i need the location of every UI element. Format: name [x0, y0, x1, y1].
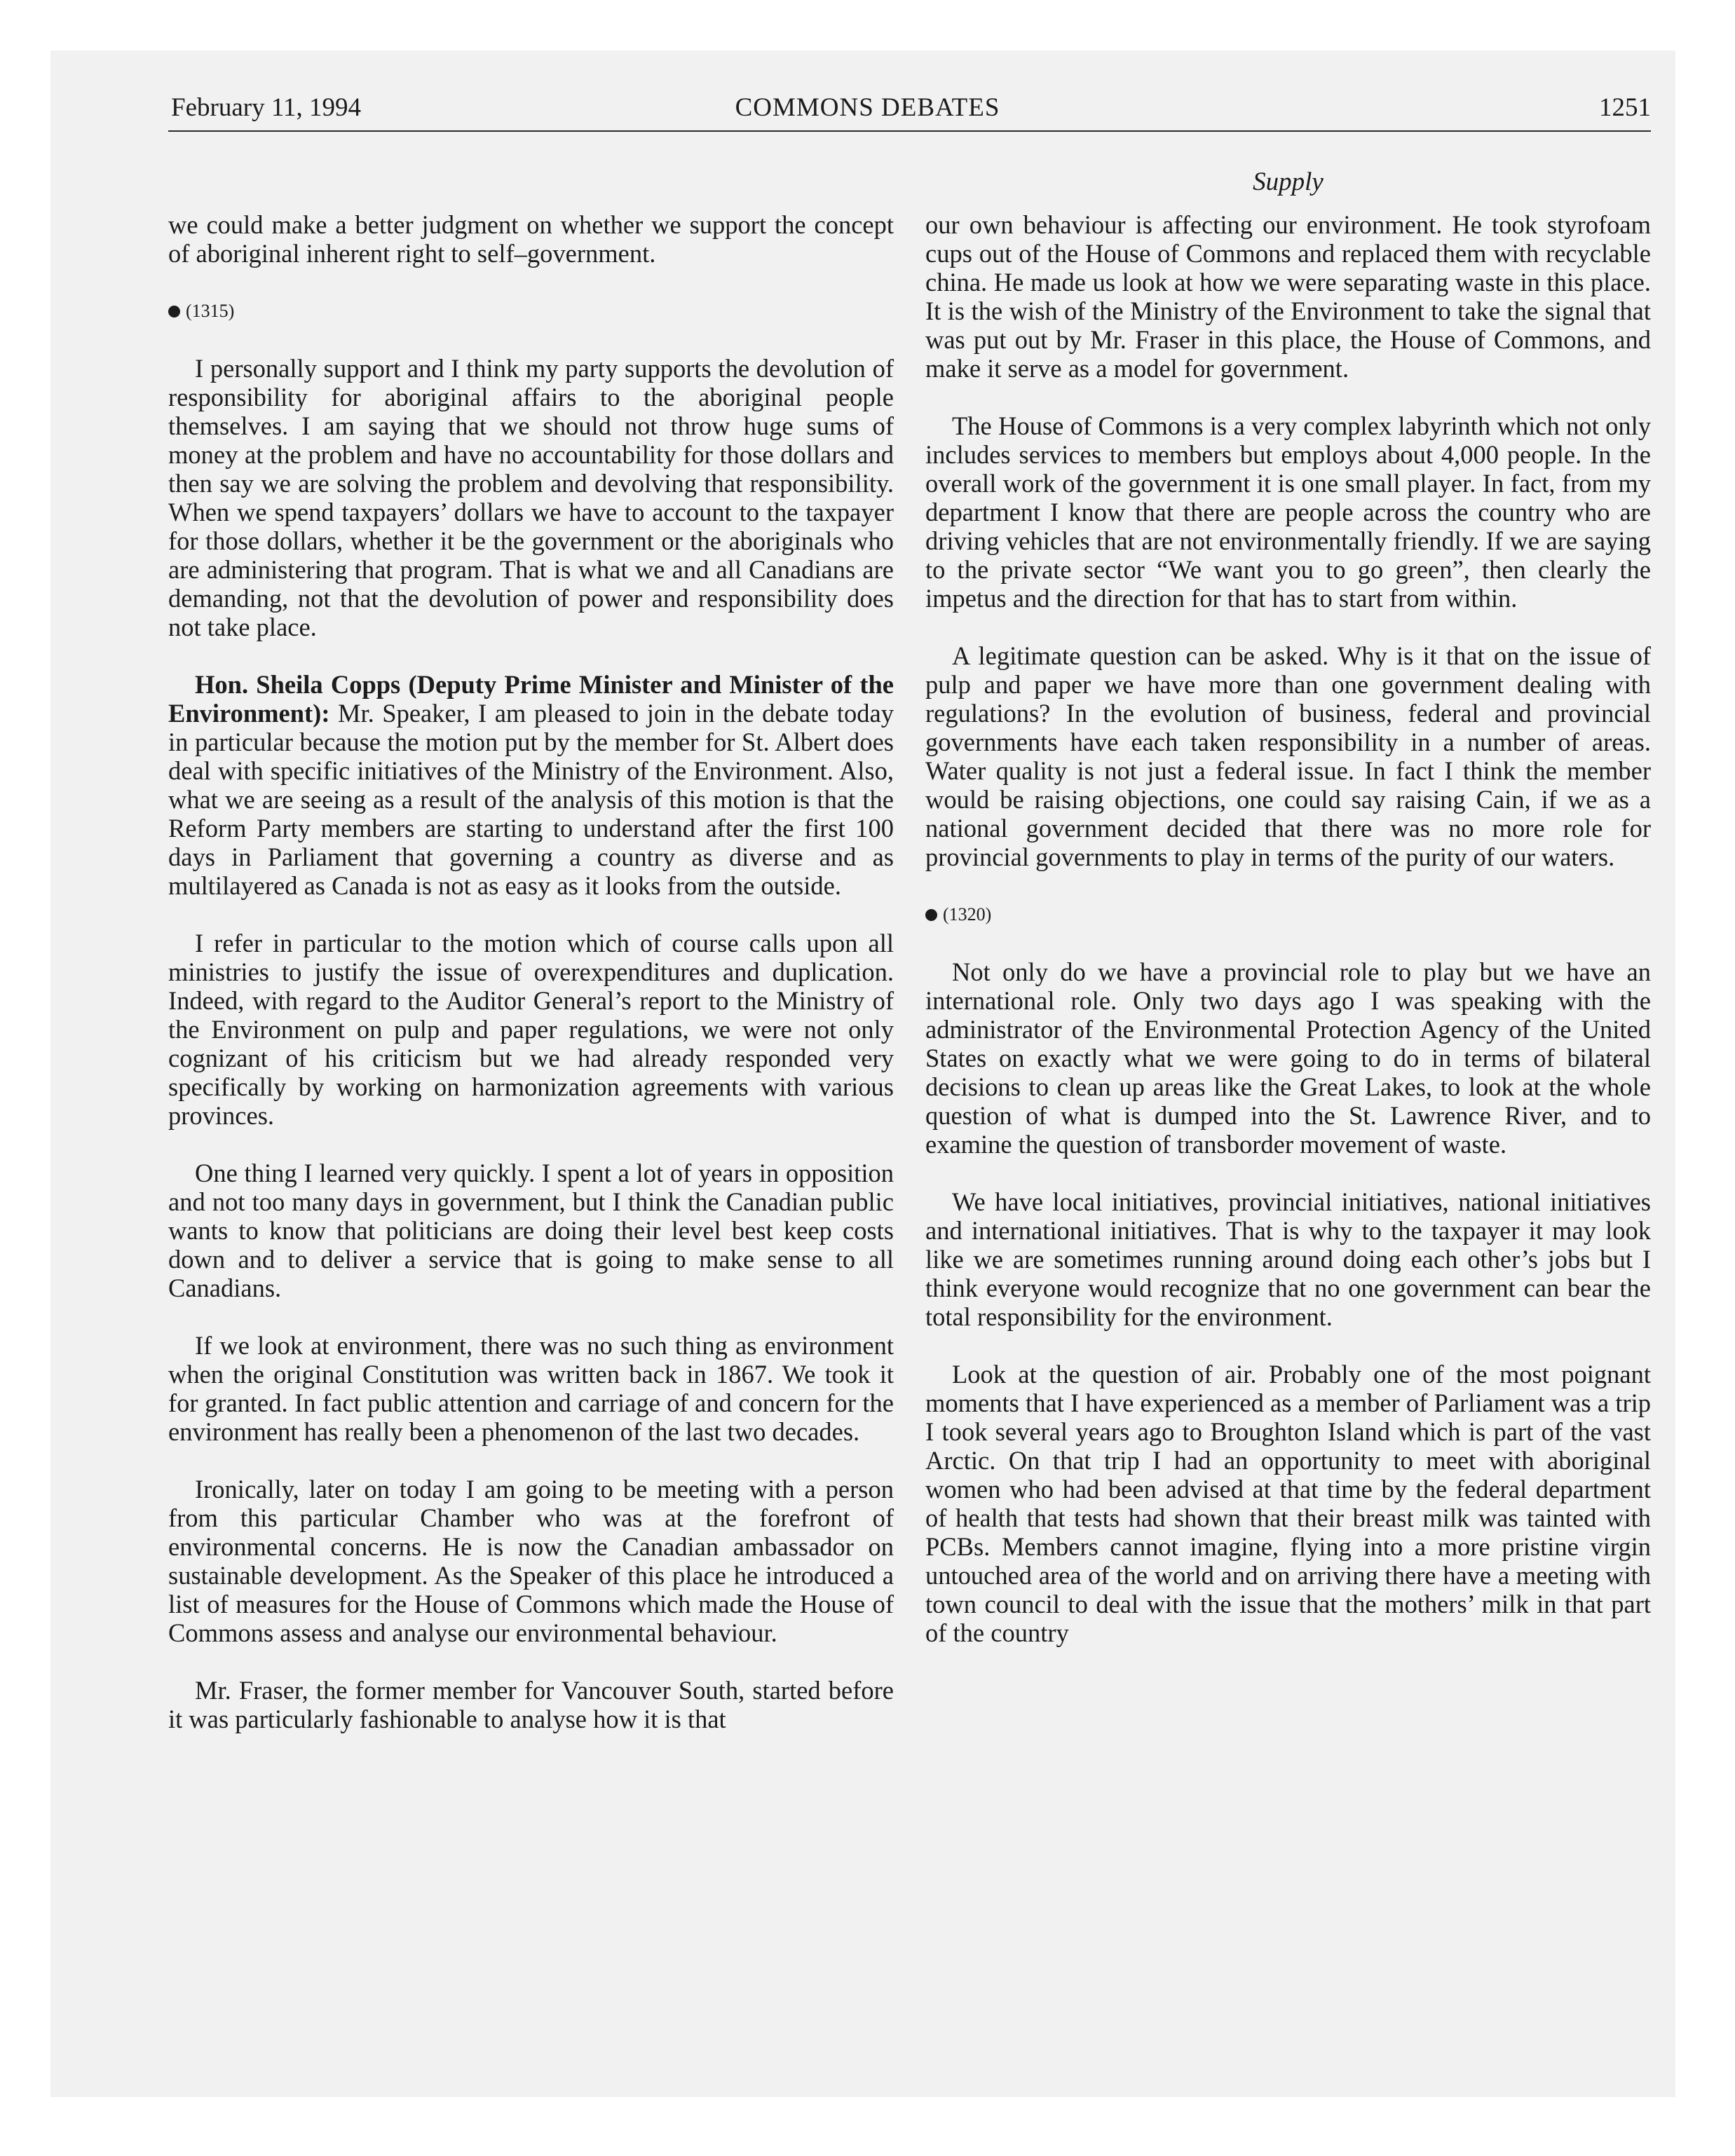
- paragraph: I personally support and I think my party supports the devolution of responsibility for aboriginal affairs to the aboriginal people themselves. I am saying that we should not throw huge sums of money at the problem and have no accountability for those dollars and then say we are solving the problem and devolving that responsibility. When we spend taxpayers’ dollars we have to account to the taxpayer for those dollars, whether it be the government or the aboriginals who are administering that program. That is what we and all Canadians are demanding, not that the devolution of power and responsibility does not take place.: [168, 354, 894, 641]
- header-title: COMMONS DEBATES: [735, 93, 1000, 122]
- paragraph-speech: [168, 670, 894, 900]
- speech-text: Mr. Speaker, I am pleased to join in the debate today in particular because the motion put by the member for St. Albert does deal with specific initiatives of the Ministry of the Environment. Also, what we are seeing as a result of the analysis of this motion is that the Reform Party members are starting to understand after the first 100 days in Parliament that governing a country as diverse and as multilayered as Canada is not as easy as it looks from the outside.: [168, 699, 894, 900]
- header-date: February 11, 1994: [171, 93, 361, 122]
- right-column: [925, 210, 1651, 1647]
- speaker-name: Hon. Sheila Copps (Deputy Prime Minister and Minister of the Environment):: [168, 670, 894, 728]
- paragraph: our own behaviour is affecting our environment. He took styrofoam cups out of the House of Commons and replaced them with recyclable china. He made us look at how we were separating waste in this place. It is the wish of the Ministry of the Environment to take the signal that was put out by Mr. Fraser in this place, the House of Commons, and make it serve as a model for government.: [925, 210, 1651, 383]
- paragraph: Look at the question of air. Probably one of the most poignant moments that I have experienced as a member of Parliament was a trip I took several years ago to Broughton Island which is part of the vast Arctic. On that trip I had an opportunity to meet with aboriginal women who had been advised at that time by the federal department of health that tests had shown that their breast milk was tainted with PCBs. Members cannot imagine, flying into a more pristine virgin untouched area of the world and on arriving there have a meeting with town council to deal with the issue that the mothers’ milk in that part of the country: [925, 1360, 1651, 1647]
- paragraph: The House of Commons is a very complex labyrinth which not only includes services to members but employs about 4,000 people. In the overall work of the government it is one small player. In fact, from my department I know that there are people across the country who are driving vehicles that are not environmentally friendly. If we are saying to the private sector “We want you to go green”, then clearly the impetus and the direction for that has to start from within.: [925, 411, 1651, 613]
- page-number: 1251: [1599, 93, 1651, 122]
- paragraph: A legitimate question can be asked. Why is it that on the issue of pulp and paper we have more than one government dealing with regulations? In the evolution of business, federal and provincial governments have each taken responsibility in a number of areas. Water quality is not just a federal issue. In fact I think the member would be raising objections, one could say raising Cain, if we as a national government decided that there was no more role for provincial governments to play in terms of the purity of our waters.: [925, 641, 1651, 871]
- paragraph: Mr. Fraser, the former member for Vancouver South, started before it was particularly fashionable to analyse how it is that: [168, 1676, 894, 1733]
- time-marker-label: (1320): [943, 904, 992, 925]
- time-marker: [168, 296, 894, 325]
- bullet-icon: [168, 306, 180, 318]
- paragraph: we could make a better judgment on whether we support the concept of aboriginal inherent right to self–government.: [168, 210, 894, 268]
- paragraph: Ironically, later on today I am going to be meeting with a person from this particular Chamber who was at the forefront of environmental concerns. He is now the Canadian ambassador on sustainable development. As the Speaker of this place he introduced a list of measures for the House of Commons which made the House of Commons assess and analyse our environmental behaviour.: [168, 1475, 894, 1647]
- paragraph: I refer in particular to the motion which of course calls upon all ministries to justify the issue of overexpenditures and duplication. Indeed, with regard to the Auditor General’s report to the Ministry of the Environment on pulp and paper regulations, we were not only cognizant of his criticism but we had already responded very specifically by working on harmonization agreements with various provinces.: [168, 929, 894, 1130]
- bullet-icon: [925, 909, 937, 921]
- section-title: Supply: [1253, 168, 1324, 196]
- time-marker-label: (1315): [186, 301, 235, 321]
- time-marker: [925, 900, 1651, 929]
- paragraph: We have local initiatives, provincial initiatives, national initiatives and international initiatives. That is why to the taxpayer it may look like we are sometimes running around doing each other’s jobs but I think everyone would recognize that no one government can bear the total responsibility for the environment.: [925, 1187, 1651, 1331]
- header-rule: [168, 130, 1651, 132]
- paragraph: Not only do we have a provincial role to play but we have an international role. Only two days ago I was speaking with the administrator of the Environmental Protection Agency of the United States on exactly what we were going to do in terms of bilateral decisions to clean up areas like the Great Lakes, to look at the whole question of what is dumped into the St. Lawrence River, and to examine the question of transborder movement of waste.: [925, 957, 1651, 1159]
- left-column: [168, 210, 894, 1733]
- paragraph: If we look at environment, there was no such thing as environment when the original Constitution was written back in 1867. We took it for granted. In fact public attention and carriage of and concern for the environment has really been a phenomenon of the last two decades.: [168, 1331, 894, 1446]
- paragraph: One thing I learned very quickly. I spent a lot of years in opposition and not too many days in government, but I think the Canadian public wants to know that politicians are doing their level best keep costs down and to deliver a service that is going to make sense to all Canadians.: [168, 1159, 894, 1302]
